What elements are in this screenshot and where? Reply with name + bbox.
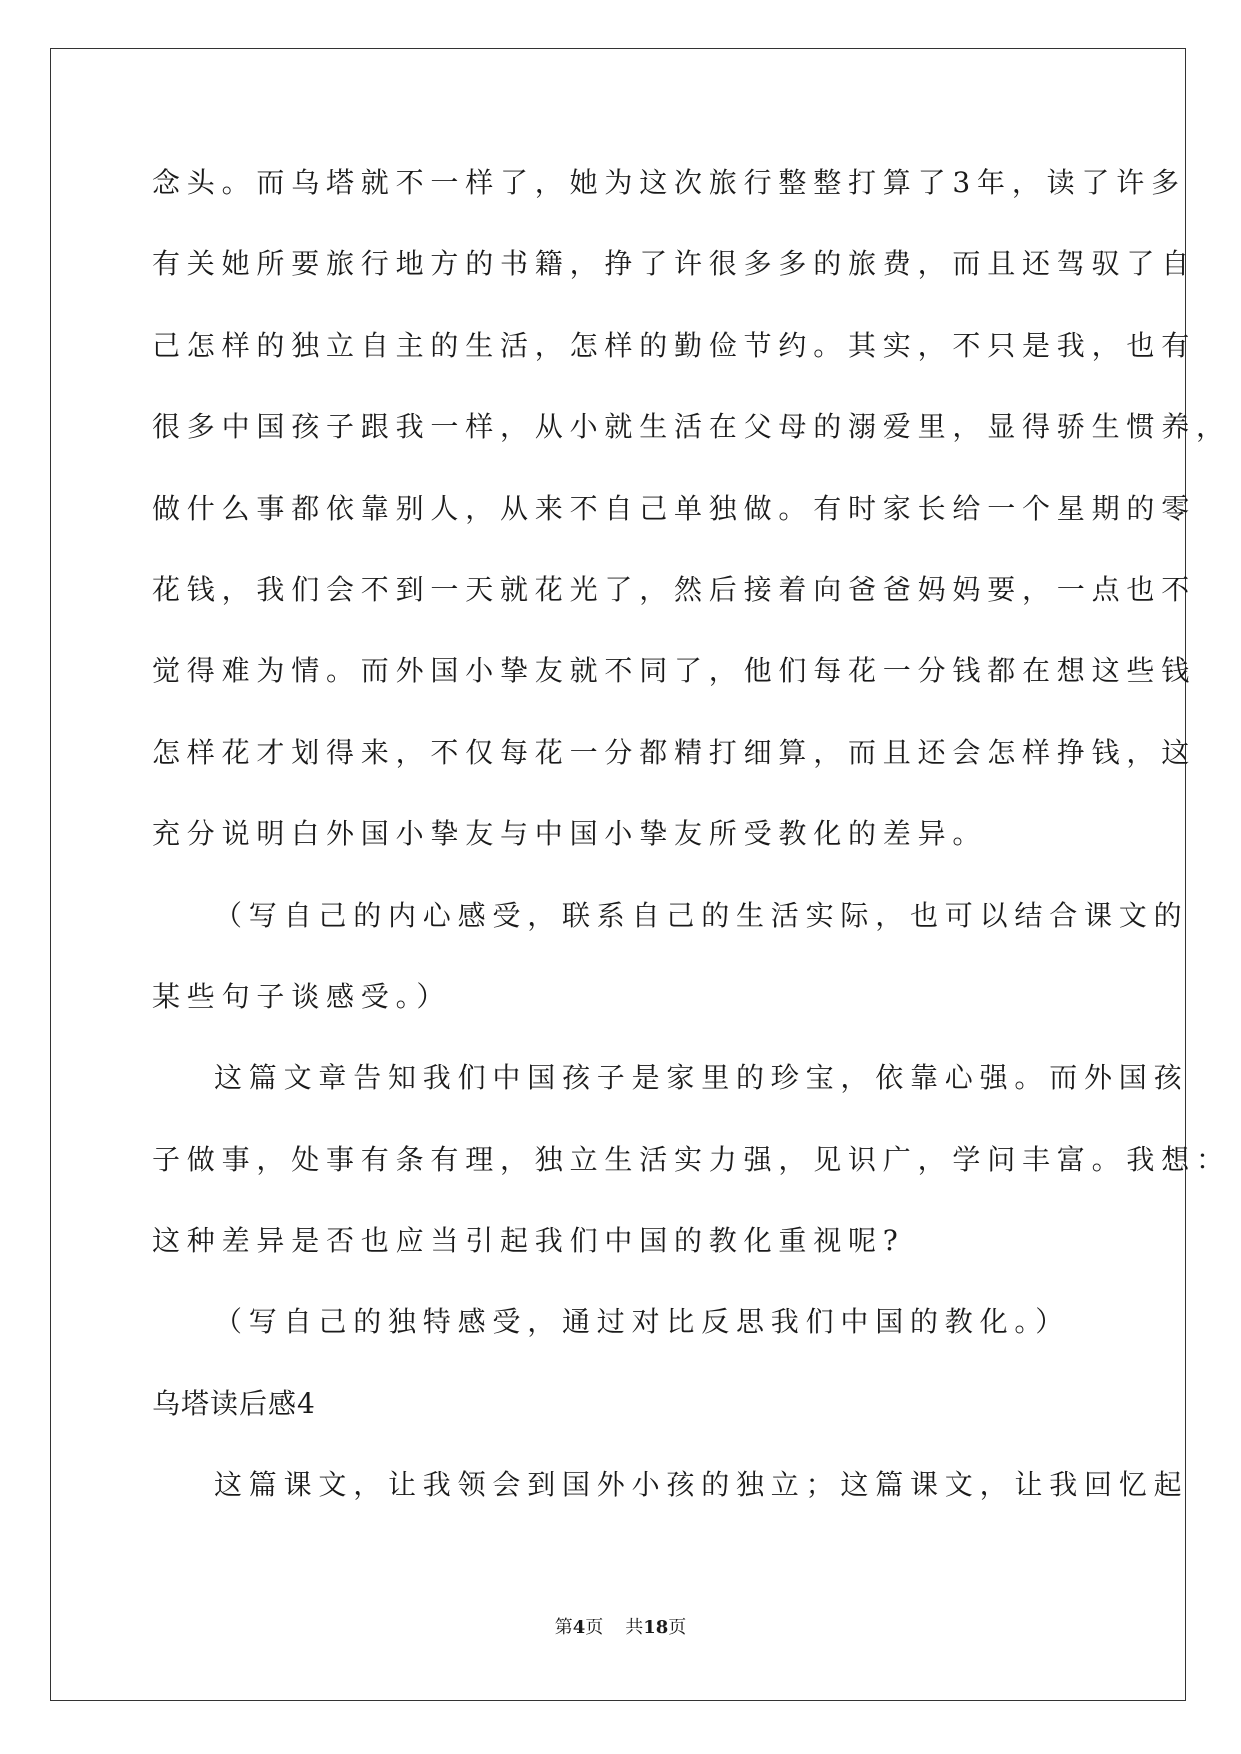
footer-total-pages: 18 xyxy=(643,1617,669,1638)
document-body xyxy=(152,163,1231,1547)
body-line-8: 怎样花才划得来，不仅每花一分都精打细算，而且还会怎样挣钱，这 xyxy=(152,735,1197,769)
body-line-2: 有关她所要旅行地方的书籍，挣了许很多多的旅费，而且还驾驭了自 xyxy=(152,247,1197,281)
body-line-12: 这篇文章告知我们中国孩子是家里的珍宝，依靠心强。而外国孩 xyxy=(214,1061,1189,1095)
footer-page-suffix: 页 xyxy=(585,1617,604,1638)
footer-page-number: 4 xyxy=(572,1617,586,1638)
body-line-14: 这种差异是否也应当引起我们中国的教化重视呢? xyxy=(152,1224,905,1258)
footer-page-prefix: 第 xyxy=(554,1617,573,1638)
body-line-17: 这篇课文，让我领会到国外小孩的独立；这篇课文，让我回忆起 xyxy=(214,1468,1189,1502)
footer-total-prefix: 共 xyxy=(625,1617,644,1638)
body-line-13: 子做事，处事有条有理，独立生活实力强，见识广，学问丰富。我想： xyxy=(152,1142,1231,1176)
body-line-3: 己怎样的独立自主的生活，怎样的勤俭节约。其实，不只是我，也有 xyxy=(152,328,1197,362)
body-line-11: 某些句子谈感受。） xyxy=(152,979,452,1013)
body-line-1: 念头。而乌塔就不一样了，她为这次旅行整整打算了3年，读了许多 xyxy=(152,166,1186,199)
body-line-10: （写自己的内心感受，联系自己的生活实际，也可以结合课文的 xyxy=(214,898,1189,932)
body-line-5: 做什么事都依靠别人，从来不自己单独做。有时家长给一个星期的零 xyxy=(152,491,1197,525)
body-line-7: 觉得难为情。而外国小挚友就不同了，他们每花一分钱都在想这些钱 xyxy=(152,654,1197,688)
page-footer xyxy=(0,1617,1241,1639)
body-line-9: 充分说明白外国小挚友与中国小挚友所受教化的差异。 xyxy=(152,817,988,851)
body-line-4: 很多中国孩子跟我一样，从小就生活在父母的溺爱里，显得骄生惯养， xyxy=(152,410,1231,444)
section-heading: 乌塔读后感4 xyxy=(152,1386,316,1420)
body-line-15: （写自己的独特感受，通过对比反思我们中国的教化。） xyxy=(214,1305,1071,1339)
footer-total-suffix: 页 xyxy=(668,1617,687,1638)
body-line-6: 花钱，我们会不到一天就花光了，然后接着向爸爸妈妈要，一点也不 xyxy=(152,572,1197,606)
